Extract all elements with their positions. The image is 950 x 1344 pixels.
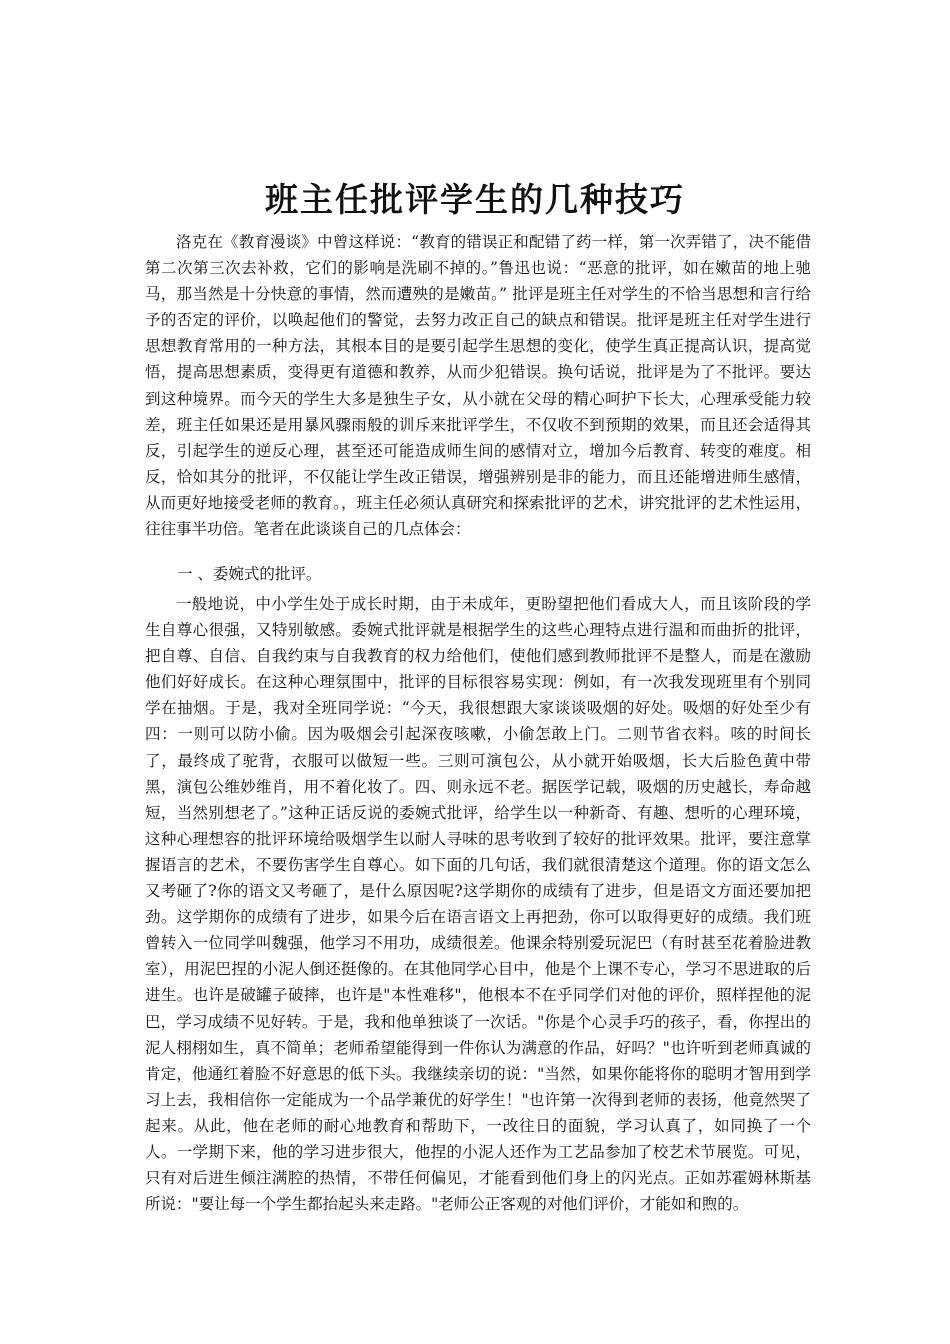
section-paragraph: 一般地说，中小学生处于成长时期，由于未成年，更盼望把他们看成大人，而且该阶段的学生自尊心很强，又特别敏感。委婉式批评就是根据学生的这些心理特点进行温和而曲折的批评，把自尊、自信、自我约束与自我教育的权力给他们，使他们感到教师批评不是整人，而是在激励他们好好成长。在这种心理氛围中，批评的目标很容易实现：例如，有一次我发现班里有个别同学在抽烟。于是，我对全班同学说：“今天，我很想跟大家谈谈吸烟的好处。吸烟的好处至少有四：一则可以防小偷。因为吸烟会引起深夜咳嗽，小偷怎敢上门。二则节省衣料。咳的时间长了，最终成了驼背，衣服可以做短一些。三则可演包公，从小就开始吸烟，长大后脸色黄中带黑，演包公维妙维肖，用不着化妆了。四、则永远不老。据医学记载，吸烟的历史越长，寿命越短，当然别想老了。”这种正话反说的委婉式批评，给学生以一种新奇、有趣、想听的心理环境，这种心理想容的批评环境给吸烟学生以耐人寻味的思考收到了较好的批评效果。批评，要注意掌握语言的艺术，不要伤害学生自尊心。如下面的几句话，我们就很清楚这个道理。你的语文怎么又考砸了?你的语文又考砸了，是什么原因呢?这学期你的成绩有了进步，但是语文方面还要加把劲。这学期你的成绩有了进步，如果今后在语言语文上再把劲，你可以取得更好的成绩。我们班曾转入一位同学叫魏强，他学习不用功，成绩很差。他课余特别爱玩泥巴（有时甚至花着脸进教室），用泥巴捏的小泥人倒还挺像的。在其他同学心目中，他是个上课不专心，学习不思进取的后进生。也许是破罐子破摔，也许是"本性难移"，他根本不在乎同学们对他的评价，照样捏他的泥巴，学习成绩不见好转。于是，我和他单独谈了一次话。"你是个心灵手巧的孩子，看，你捏出的泥人栩栩如生，真不简单；老师希望能得到一件你认为满意的作品，好吗？"也许听到老师真诚的肯定，他通红着脸不好意思的低下头。我继续亲切的说："当然，如果你能将你的聪明才智用到学习上去，我相信你一定能成为一个品学兼优的好学生！"也许第一次得到老师的表扬，他竟然哭了起来。从此，他在老师的耐心地教育和帮助下，一改往日的面貌，学习认真了，如同换了一个人。一学期下来，他的学习进步很大，他捏的小泥人还作为工艺品参加了校艺术节展览。可见，只有对后进生倾注满腔的热情，不带任何偏见，才能看到他们身上的闪光点。正如苏霍姆林斯基所说："要让每一个学生都抬起头来走路。"老师公正客观的对他们评价，才能如和煦的。 — [145, 595, 811, 1214]
intro-paragraph: 洛克在《教育漫谈》中曾这样说：“教育的错误正和配错了药一样，第一次弄错了，决不能借第二次第三次去补救，它们的影响是洗刷不掉的。”鲁迅也说：“恶意的批评，如在嫩苗的地上驰马，那当然是十分快意的事情，然而遭殃的是嫩苗。” 批评是班主任对学生的不恰当思想和言行给予的否定的评价，以唤起他们的警觉，去努力改正自己的缺点和错误。批评是班主任对学生进行思想教育常用的一种方法，其根本目的是要引起学生思想的变化，使学生真正提高认识，提高觉悟，提高思想素质，变得更有道德和教养，从而少犯错误。换句话说，批评是为了不批评。要达到这种境界。而今天的学生大多是独生子女，从小就在父母的精心呵护下长大，心理承受能力较差，班主任如果还是用暴风骤雨般的训斥来批评学生，不仅收不到预期的效果，而且还会适得其反，引起学生的逆反心理，甚至还可能造成师生间的感情对立，增加今后教育、转变的难度。相反，恰如其分的批评，不仅能让学生改正错误，增强辨别是非的能力，而且还能增进师生感情，从而更好地接受老师的教育。，班主任必须认真研究和探索批评的艺术，讲究批评的艺术性运用，往往事半功倍。笔者在此谈谈自己的几点体会： — [145, 233, 811, 539]
section-heading: 一 、委婉式的批评。 — [177, 565, 322, 583]
document-title: 班主任批评学生的几种技巧 — [265, 180, 685, 219]
